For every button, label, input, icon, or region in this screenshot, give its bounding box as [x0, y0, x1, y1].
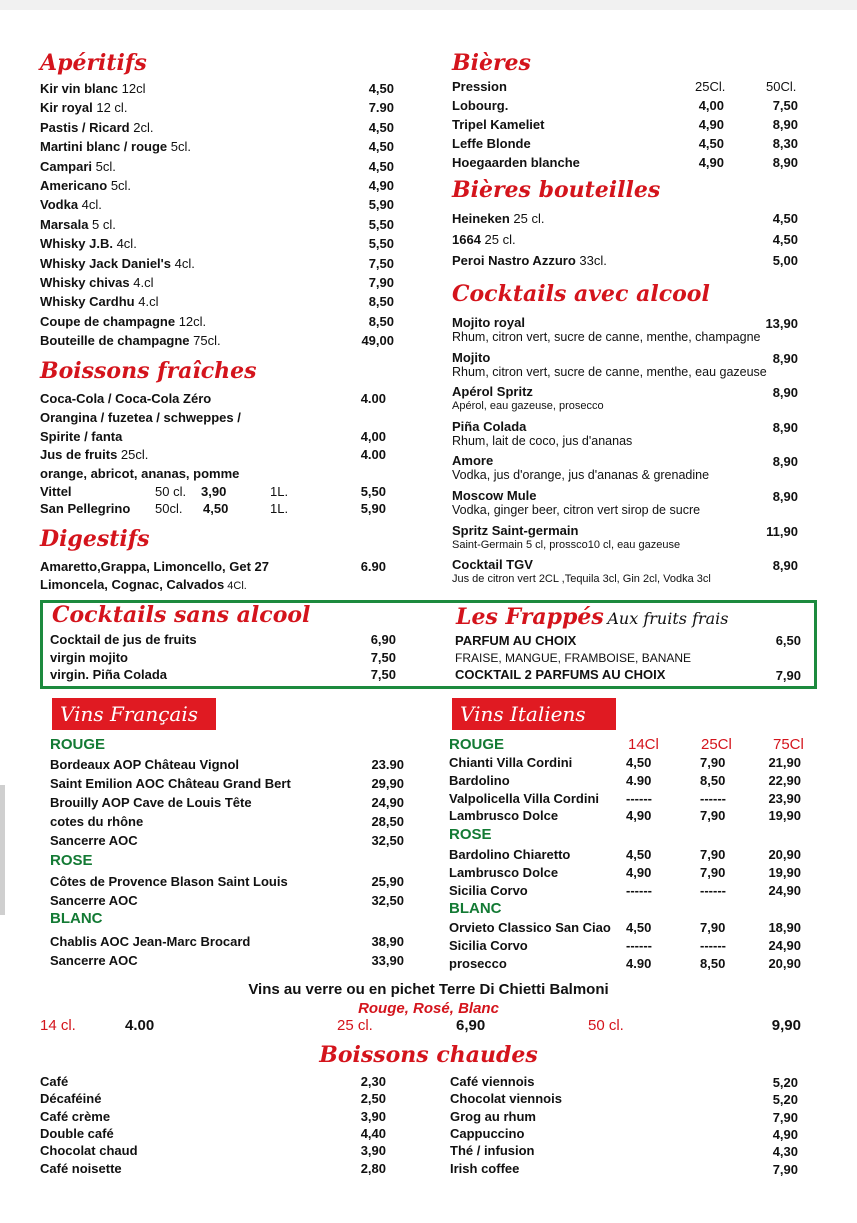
item-size: 5cl. [92, 158, 116, 174]
wine-name: Brouilly AOP Cave de Louis Tête [50, 795, 252, 810]
cocktail-price: 13,90 [765, 316, 798, 331]
cocktail-description: Rhum, citron vert, sucre de canne, menthe, eau gazeuse [452, 364, 767, 379]
digestifs-price: 6.90 [360, 559, 386, 574]
menu-item-price: 7,50 [368, 255, 394, 271]
vins-francais-title: Vins Français [52, 698, 216, 730]
bottle-beer-name [452, 230, 516, 249]
verre-price-14: 4.00 [125, 1017, 155, 1034]
menu-item-name [40, 176, 131, 195]
mocktail-price: 7,50 [370, 667, 396, 682]
menu-item-price: 8,50 [368, 313, 394, 329]
cocktail-name: Moscow Mule [452, 488, 537, 503]
wine-price-75: 19,90 [768, 864, 801, 880]
bottle-beer-price: 4,50 [772, 211, 798, 226]
item-size: 25cl. [117, 447, 149, 462]
item-size: 12cl. [175, 313, 207, 329]
frappes-price2: 7,90 [775, 668, 801, 683]
wine-name: Chianti Villa Cordini [449, 755, 573, 770]
wine-price-14: ------ [626, 937, 652, 953]
wine-name: Sancerre AOC [50, 953, 138, 968]
menu-item-price: 4,00 [360, 429, 386, 444]
menu-item-name [40, 195, 102, 214]
wine-price: 25,90 [371, 874, 404, 889]
menu-item-name [40, 137, 191, 156]
vi-rose-label: ROSE [449, 826, 492, 843]
hot-drink-name: Thé / infusion [450, 1143, 535, 1159]
wine-price-14: 4.90 [626, 772, 652, 788]
mocktail-name: Cocktail de jus de fruits [50, 632, 197, 647]
cocktail-description: Saint-Germain 5 cl, prossco10 cl, eau gazeuse [452, 538, 681, 551]
wine-price-25: 7,90 [700, 755, 726, 770]
wine-price-14: 4,90 [626, 808, 652, 824]
mocktail-name: virgin. Piña Colada [50, 667, 168, 682]
vi-col-14: 14Cl [628, 736, 659, 753]
hot-drink-price: 2,30 [360, 1074, 386, 1089]
hot-drink-price: 4,40 [360, 1125, 386, 1141]
menu-item-price: 49,00 [361, 333, 394, 349]
wine-price: 24,90 [371, 795, 404, 810]
vf-blanc-label: BLANC [50, 910, 103, 927]
menu-item-name [40, 79, 146, 98]
item-size: 25 cl. [509, 211, 545, 226]
wine-price-25: ------ [700, 790, 726, 806]
wine-name: Sicilia Corvo [449, 882, 528, 898]
vi-blanc-label: BLANC [449, 900, 502, 917]
bieres-bouteilles-title: Bières bouteilles [452, 177, 661, 203]
menu-item-price: 4.00 [360, 391, 386, 406]
hot-drink-price: 2,80 [360, 1160, 386, 1176]
cocktail-description: Vodka, jus d'orange, jus d'ananas & grenadine [452, 468, 710, 483]
menu-item-name [40, 445, 148, 464]
bieres-col-25: 25Cl. [695, 79, 726, 94]
hot-drink-name: Décaféiné [40, 1091, 102, 1107]
hot-drink-name: Irish coffee [450, 1160, 520, 1176]
cocktail-name: Mojito [452, 349, 491, 365]
wine-price-25: 7,90 [700, 847, 726, 862]
cocktail-name: Apérol Spritz [452, 384, 533, 400]
hot-drink-price: 4,30 [772, 1144, 798, 1160]
menu-item-name: Coca-Cola / Coca-Cola Zéro [40, 391, 212, 406]
cocktail-description: Rhum, lait de coco, jus d'ananas [452, 433, 633, 448]
menu-item-price: 5,50 [368, 236, 394, 252]
verre-price-25: 6,90 [456, 1017, 486, 1034]
bottle-beer-price: 4,50 [772, 232, 798, 247]
hot-drink-price: 3,90 [360, 1108, 386, 1124]
wine-name: prosecco [449, 955, 507, 971]
wine-name: Chablis AOC Jean-Marc Brocard [50, 934, 251, 949]
vins-italiens-title: Vins Italiens [452, 698, 616, 730]
boissons-fraiches-title: Boissons fraîches [40, 358, 257, 384]
menu-item-name [40, 273, 153, 292]
menu-item-price: 4.00 [360, 447, 386, 462]
wine-price: 33,90 [371, 953, 404, 968]
menu-item-price: 4,50 [368, 158, 394, 174]
hot-drink-name: Café [40, 1074, 69, 1089]
digestifs-title: Digestifs [40, 526, 150, 552]
pellegrino-price1: 4,50 [203, 501, 229, 516]
menu-item-name [40, 157, 116, 176]
hot-drink-name: Double café [40, 1125, 114, 1141]
wine-price-25: 8,50 [700, 955, 726, 971]
wine-price-75: 24,90 [768, 882, 801, 898]
bieres-col-50: 50Cl. [766, 79, 797, 94]
hot-drink-name: Café noisette [40, 1160, 122, 1176]
cocktail-price: 11,90 [766, 523, 798, 539]
verre-size-50: 50 cl. [588, 1017, 624, 1034]
cocktail-price: 8,90 [772, 350, 798, 366]
wine-price-14: 4,50 [626, 920, 652, 935]
beer-price-50: 8,90 [772, 155, 798, 170]
menu-item-name [40, 254, 195, 273]
wine-name: Sancerre AOC [50, 893, 138, 908]
wine-name: Lambrusco Dolce [449, 864, 559, 880]
item-name: Vittel [40, 484, 72, 499]
item-name: Kir vin blanc [40, 81, 119, 96]
menu-item-price: 4,90 [368, 178, 394, 193]
cocktails-sans-title: Cocktails sans alcool [52, 602, 311, 628]
vi-col-25: 25Cl [701, 736, 732, 753]
wine-price: 23.90 [371, 757, 404, 772]
item-name: Jus de fruits [40, 447, 118, 462]
hot-drink-name: Chocolat viennois [450, 1091, 562, 1107]
menu-item-price: 4,50 [368, 119, 394, 135]
hot-drink-price: 2,50 [360, 1091, 386, 1107]
wine-name: Orvieto Classico San Ciao [449, 920, 611, 935]
menu-item-name [40, 292, 158, 311]
beer-price-50: 8,30 [772, 136, 798, 151]
item-size: 12cl [118, 81, 146, 96]
cocktail-description: Jus de citron vert 2CL ,Tequila 3cl, Gin 2cl, Vodka 3cl [452, 573, 711, 586]
menu-item-name: orange, abricot, ananas, pomme [40, 466, 240, 481]
vittel-price2: 5,50 [360, 484, 386, 499]
item-name: Vodka [40, 197, 79, 213]
wine-price: 28,50 [371, 814, 404, 829]
wine-name: Sicilia Corvo [449, 937, 528, 953]
item-name: Whisky J.B. [40, 236, 113, 252]
wine-price-14: ------ [626, 882, 652, 898]
cocktail-price: 8,90 [772, 558, 798, 574]
item-size: 4cl. [171, 255, 195, 271]
cocktail-price: 8,90 [772, 454, 798, 470]
digestifs-line1: Amaretto,Grappa, Limoncello, Get 27 [40, 559, 269, 574]
pellegrino-size1: 50cl. [155, 501, 183, 516]
item-size: 4.cl [129, 275, 154, 290]
item-size: 5cl. [167, 139, 191, 155]
top-strip [0, 0, 857, 10]
cocktail-description: Apérol, eau gazeuse, prosecco [452, 400, 604, 413]
cocktail-price: 8,90 [772, 419, 798, 435]
verre-price-50: 9,90 [771, 1017, 801, 1034]
cocktail-description: Rhum, citron vert, sucre de canne, menthe, champagne [452, 330, 761, 344]
wine-price-25: 7,90 [700, 808, 726, 824]
frappes-line2: COCKTAIL 2 PARFUMS AU CHOIX [455, 667, 666, 682]
vf-rouge-label: ROUGE [50, 736, 106, 753]
cocktail-name: Cocktail TGV [452, 557, 533, 573]
item-size: 4.cl [134, 294, 159, 310]
item-size: 2cl. [129, 119, 154, 135]
vittel-size2: 1L. [270, 484, 289, 499]
menu-item-name [40, 118, 153, 137]
wine-price-14: ------ [626, 790, 652, 806]
wine-name: Bordeaux AOP Château Vignol [50, 757, 240, 772]
frappes-heading [456, 604, 729, 630]
item-name: Whisky Jack Daniel's [40, 255, 171, 271]
hot-drink-name: Grog au rhum [450, 1108, 536, 1124]
beer-name: Tripel Kameliet [452, 117, 545, 132]
hot-drink-name: Café crème [40, 1108, 111, 1124]
frappes-flavors: FRAISE, MANGUE, FRAMBOISE, BANANE [455, 651, 692, 665]
wine-price-14: 4,90 [626, 864, 652, 880]
wine-price-75: 22,90 [768, 772, 801, 788]
hot-drink-name: Chocolat chaud [40, 1143, 138, 1159]
beer-price-25: 4,90 [698, 117, 724, 132]
boissons-chaudes-title: Boissons chaudes [319, 1042, 538, 1068]
menu-item-price: 8,50 [368, 294, 394, 310]
wine-price-75: 18,90 [768, 920, 801, 935]
wine-price: 38,90 [371, 934, 404, 949]
item-name: Marsala [40, 216, 89, 232]
wine-name: cotes du rhône [50, 814, 144, 829]
item-name: Whisky Cardhu [40, 294, 135, 310]
beer-name: Pression [452, 79, 507, 94]
bottle-beer-price: 5,00 [772, 253, 798, 268]
wine-name: Bardolino Chiaretto [449, 847, 571, 862]
frappes-title: Les Frappés [456, 604, 604, 630]
wine-price-25: 8,50 [700, 772, 726, 788]
wine-price-75: 24,90 [768, 937, 801, 953]
item-name: Martini blanc / rouge [40, 139, 168, 155]
beer-price-25: 4,50 [698, 136, 724, 151]
hot-drink-name: Cappuccino [450, 1125, 525, 1141]
beer-price-50: 7,50 [772, 98, 798, 113]
vittel-price1: 3,90 [201, 484, 227, 499]
item-size: 5cl. [107, 178, 132, 193]
menu-item-name [40, 234, 137, 253]
vf-rose-label: ROSE [50, 852, 93, 869]
item-name: Bouteille de champagne [40, 333, 190, 349]
wine-name: Sancerre AOC [50, 833, 138, 848]
wine-price-14: 4,50 [626, 755, 652, 770]
wine-price-25: 7,90 [700, 864, 726, 880]
item-name: Campari [40, 158, 93, 174]
item-name: Kir royal [40, 100, 93, 116]
wine-price-14: 4.90 [626, 955, 652, 971]
vi-rouge-label: ROUGE [449, 736, 505, 753]
item-name: 1664 [452, 232, 481, 247]
verre-size-25: 25 cl. [337, 1017, 373, 1034]
wine-price-75: 20,90 [768, 847, 801, 862]
item-size: 33cl. [575, 253, 607, 268]
cocktail-name: Spritz Saint-germain [452, 522, 579, 538]
item-name: Heineken [452, 211, 510, 226]
item-name: Pastis / Ricard [40, 119, 130, 135]
cocktails-alcool-title: Cocktails avec alcool [452, 281, 710, 307]
wine-price-75: 21,90 [768, 755, 801, 770]
hot-drink-price: 7,90 [772, 1161, 798, 1177]
mocktail-price: 6,90 [370, 632, 396, 647]
verre-title: Vins au verre ou en pichet Terre Di Chietti Balmoni [248, 981, 609, 998]
menu-item-name: Spirite / fanta [40, 429, 123, 444]
menu-item-name: Orangina / fuzetea / schweppes / [40, 410, 241, 425]
verre-subtitle: Rouge, Rosé, Blanc [358, 1000, 499, 1017]
beer-name: Lobourg. [452, 98, 509, 113]
cocktail-name: Mojito royal [452, 315, 525, 330]
hot-drink-price: 5,20 [772, 1092, 798, 1108]
edge-mark [0, 785, 5, 915]
bieres-title: Bières [452, 50, 531, 76]
wine-price: 29,90 [371, 776, 404, 791]
menu-item-price: 5,90 [368, 197, 394, 213]
menu-item-name [40, 331, 221, 350]
item-name: Coupe de champagne [40, 313, 176, 329]
beer-price-25: 4,00 [698, 98, 724, 113]
menu-item-name [40, 215, 116, 234]
item-size: 75cl. [189, 333, 221, 349]
item-name: Whisky chivas [40, 275, 130, 290]
hot-drink-price: 7,90 [772, 1109, 798, 1125]
wine-name: Saint Emilion AOC Château Grand Bert [50, 776, 291, 791]
beer-price-25: 4,90 [698, 155, 724, 170]
cocktail-name: Amore [452, 453, 494, 469]
item-size: 5 cl. [88, 216, 116, 232]
verre-size-14: 14 cl. [40, 1017, 76, 1034]
menu-item-price: 4,50 [368, 139, 394, 155]
wine-price: 32,50 [371, 893, 404, 908]
wine-name: Côtes de Provence Blason Saint Louis [50, 874, 288, 889]
menu-item-price: 7,90 [368, 275, 394, 290]
cocktail-name: Piña Colada [452, 418, 527, 434]
pellegrino-price2: 5,90 [360, 501, 386, 516]
item-size: 4cl. [78, 197, 102, 213]
frappes-price1: 6,50 [775, 633, 801, 648]
bottle-beer-name [452, 209, 545, 228]
beer-price-50: 8,90 [772, 117, 798, 132]
beer-name: Hoegaarden blanche [452, 155, 580, 170]
wine-price: 32,50 [371, 833, 404, 848]
wine-price-14: 4,50 [626, 847, 652, 862]
item-size: 4cl. [112, 236, 137, 252]
item-size: 25 cl. [480, 232, 516, 247]
digestifs-line2: Limoncela, Cognac, Calvados 4Cl. [40, 577, 247, 592]
frappes-subtitle: Aux fruits frais [607, 609, 729, 628]
cocktail-price: 8,90 [772, 489, 798, 504]
mocktail-price: 7,50 [370, 649, 396, 665]
frappes-line1: PARFUM AU CHOIX [455, 633, 577, 648]
hot-drink-price: 5,20 [772, 1075, 798, 1090]
wine-price-25: ------ [700, 937, 726, 953]
menu-item-price: 4,50 [368, 81, 394, 96]
hot-drink-name: Café viennois [450, 1074, 535, 1089]
vi-col-75: 75Cl [773, 736, 804, 753]
hot-drink-price: 3,90 [360, 1143, 386, 1159]
menu-item-name [40, 98, 127, 117]
cocktail-description: Vodka, ginger beer, citron vert sirop de sucre [452, 503, 701, 517]
bottle-beer-name [452, 251, 607, 270]
item-name: Americano [40, 178, 108, 193]
wine-name: Lambrusco Dolce [449, 808, 559, 824]
pellegrino-size2: 1L. [270, 501, 289, 516]
mocktail-name: virgin mojito [50, 649, 128, 665]
wine-name: Valpolicella Villa Cordini [449, 790, 600, 806]
wine-price-75: 19,90 [768, 808, 801, 824]
wine-name: Bardolino [449, 772, 510, 788]
hot-drink-price: 4,90 [772, 1126, 798, 1142]
menu-item-price: 7.90 [368, 100, 394, 116]
menu-item-price: 5,50 [368, 216, 394, 232]
wine-price-25: 7,90 [700, 920, 726, 935]
vittel-size1: 50 cl. [155, 484, 187, 499]
wine-price-75: 20,90 [768, 955, 801, 971]
wine-price-75: 23,90 [768, 790, 801, 806]
aperitifs-title: Apéritifs [40, 50, 147, 76]
pellegrino-name: San Pellegrino [40, 501, 131, 516]
wine-price-25: ------ [700, 882, 726, 898]
cocktail-price: 8,90 [772, 385, 798, 401]
item-name: Peroi Nastro Azzuro [452, 253, 576, 268]
beer-name: Leffe Blonde [452, 136, 531, 151]
menu-item-name [40, 312, 206, 331]
item-size: 12 cl. [92, 100, 128, 116]
